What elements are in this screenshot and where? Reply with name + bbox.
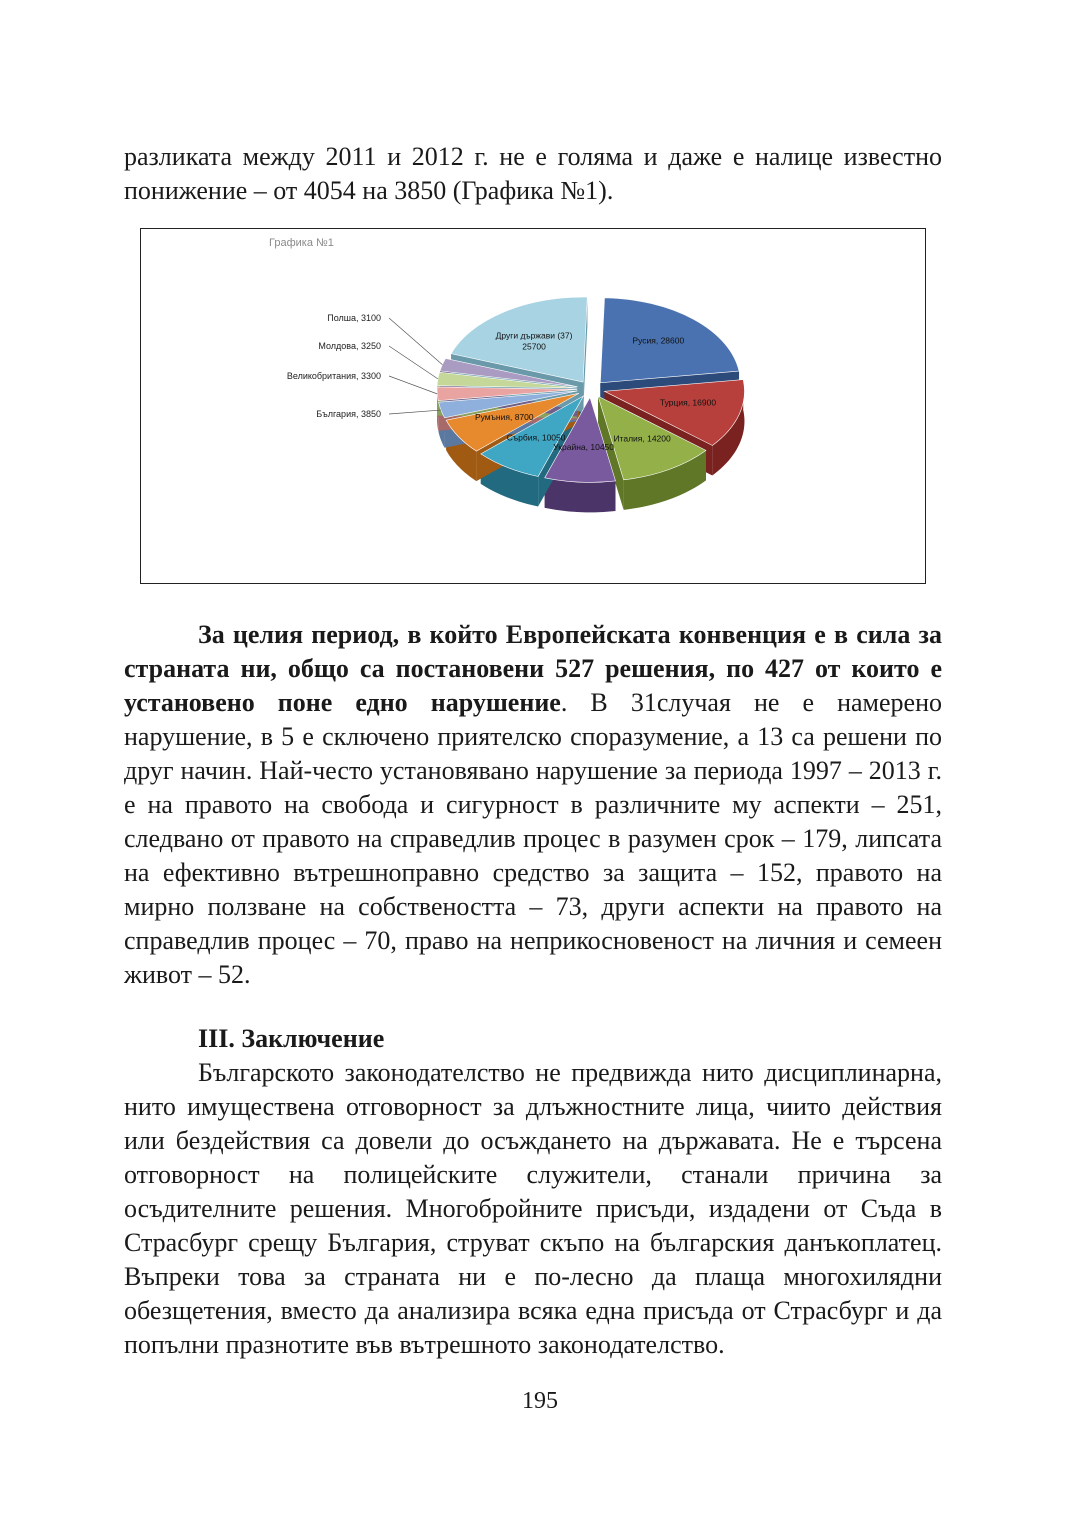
section-heading: III. Заключение: [198, 1024, 385, 1053]
pie-label-10: Други държави (37) 25700: [495, 330, 573, 352]
pie-leader-9: [389, 318, 442, 365]
decisions-bold-text: За целия период, в който Европейската конвенция е в сила за страната ни, общо са постановени 527 решения, по 427 от които е установено поне едно нарушение: [124, 620, 942, 717]
pie-chart-svg: [141, 229, 927, 585]
paragraph-decisions: [124, 618, 942, 992]
pie-label-1: Турция, 16900: [659, 397, 717, 408]
pie-leader-6: [389, 410, 441, 414]
pie-label-4: Сърбия, 10050: [506, 432, 566, 443]
pie-label-5: Румъния, 8700: [474, 412, 534, 423]
pie-leader-7: [389, 376, 437, 394]
decisions-text: . В 31случая не е намерено нарушение, в 5 е сключено приятелско споразумение, а 13 са решени по друг начин. Най-често установявано нарушение за периода 1997 – 2013 г. е на правото на свобода и сигурност в различните му аспекти – 251, следвано от правото на справедлив процес в разумен срок – 179, липсата на ефективно вътрешноправно средство за защита – 152, правото на мирно ползване на собствеността – 73, други аспекти на правото на справедлив процес – 70, право на неприкосновеност на личния и семеен живот – 52.: [124, 688, 942, 989]
pie-leader-8: [389, 346, 438, 379]
intro-paragraph: разликата между 2011 и 2012 г. не е голяма и даже е налице известно понижение – от 4054 на 3850 (Графика №1).: [124, 142, 942, 205]
pie-label-6: България, 3850: [316, 409, 381, 419]
chart-title: Графика №1: [269, 237, 334, 249]
pie-label-8: Молдова, 3250: [318, 341, 381, 351]
pie-label-3: Украйна, 10450: [553, 441, 615, 452]
pie-label-9: Полша, 3100: [327, 313, 381, 323]
pie-label-2: Италия, 14200: [613, 433, 671, 444]
pie-label-0: Русия, 28600: [632, 335, 685, 346]
conclusion-paragraph: Българското законодателство не предвижда нито дисциплинарна, нито имуществена отговорност за длъжностните лица, чиито действия или бездействия са довели до осъждането на държавата. Не е търсена отговорност на полицейските служители, станали причина за осъдителните решения. Многобройните присъди, издадени от Съда в Страсбург срещу България, струват скъпо на българския данъкоплатец. Въпреки това за страната ни е по-лесно да плаща многохилядни обезщетения, вместо да анализира всяка една присъда от Страсбург и да попълни празнотите във вътрешното законодателство.: [124, 1058, 942, 1359]
pie-label-7: Великобритания, 3300: [286, 371, 381, 381]
pie-chart: [140, 228, 926, 584]
page-body: [124, 140, 942, 1362]
page-number: 195: [522, 1388, 558, 1414]
